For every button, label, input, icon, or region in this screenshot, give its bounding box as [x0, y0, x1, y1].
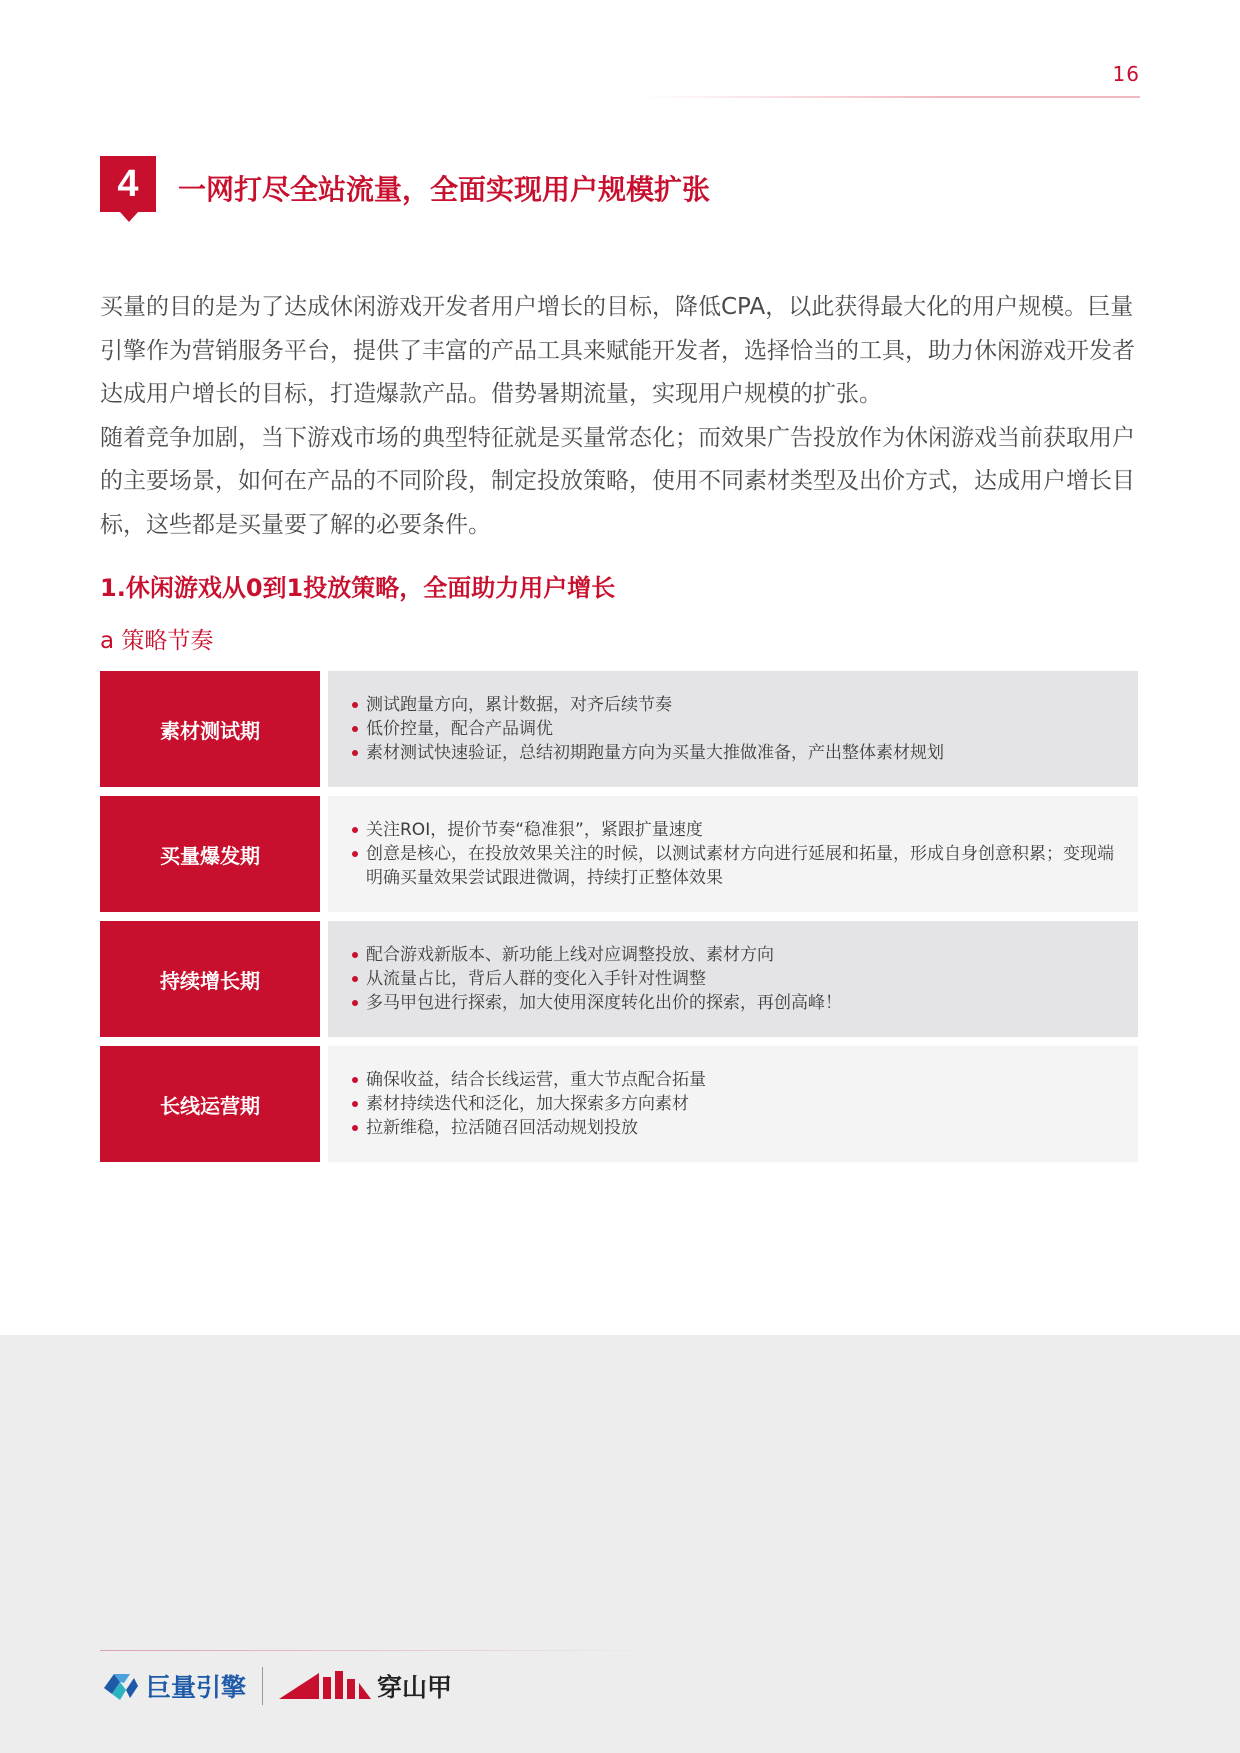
subsection-title: 1.休闲游戏从0到1投放策略，全面助力用户增长	[100, 574, 616, 602]
footer-logos	[100, 1664, 452, 1708]
page-number: 16	[1112, 62, 1140, 86]
phase-bullets	[328, 921, 1138, 1037]
phase-row	[100, 671, 1138, 787]
section-title: 一网打尽全站流量，全面实现用户规模扩张	[178, 173, 711, 206]
phase-bullet: 多马甲包进行探索，加大使用深度转化出价的探索，再创高峰！	[352, 991, 1114, 1015]
phase-bullet: 测试跑量方向，累计数据，对齐后续节奏	[352, 693, 1114, 717]
phase-row	[100, 1046, 1138, 1162]
phase-bullet: 素材持续迭代和泛化，加大探索多方向素材	[352, 1092, 1114, 1116]
phase-row	[100, 796, 1138, 912]
strategy-phase-table	[100, 671, 1138, 1171]
phase-bullet: 配合游戏新版本、新功能上线对应调整投放、素材方向	[352, 943, 1114, 967]
phase-bullets	[328, 1046, 1138, 1162]
section-number-badge: 4	[100, 156, 156, 212]
header-divider	[640, 96, 1140, 98]
phase-label: 买量爆发期	[100, 796, 320, 912]
phase-row	[100, 921, 1138, 1037]
phase-bullet: 确保收益，结合长线运营，重大节点配合拓量	[352, 1068, 1114, 1092]
logo-divider	[262, 1667, 263, 1705]
phase-label: 持续增长期	[100, 921, 320, 1037]
phase-bullet: 创意是核心，在投放效果关注的时候，以测试素材方向进行延展和拓量，形成自身创意积累；变现端明确买量效果尝试跟进微调，持续打正整体效果	[352, 842, 1114, 890]
ocean-engine-logo-text: 巨量引擎	[146, 1673, 247, 1702]
subsection-subtitle: a 策略节奏	[100, 628, 214, 654]
phase-label: 素材测试期	[100, 671, 320, 787]
intro-paragraph: 买量的目的是为了达成休闲游戏开发者用户增长的目标，降低CPA，以此获得最大化的用户规模。巨量引擎作为营销服务平台，提供了丰富的产品工具来赋能开发者，选择恰当的工具，助力休闲游戏开发者达成用户增长的目标，打造爆款产品。借势暑期流量，实现用户规模的扩张。	[100, 294, 1135, 407]
intro-text	[100, 286, 1140, 547]
ocean-engine-logo-icon	[100, 1666, 140, 1706]
phase-bullet: 拉新维稳，拉活随召回活动规划投放	[352, 1116, 1114, 1140]
phase-bullet: 低价控量，配合产品调优	[352, 717, 1114, 741]
phase-bullets	[328, 671, 1138, 787]
phase-bullet: 从流量占比，背后人群的变化入手针对性调整	[352, 967, 1114, 991]
phase-bullets	[328, 796, 1138, 912]
intro-paragraph: 随着竞争加剧，当下游戏市场的典型特征就是买量常态化；而效果广告投放作为休闲游戏当前获取用户的主要场景，如何在产品的不同阶段，制定投放策略，使用不同素材类型及出价方式，达成用户增长目标，这些都是买量要了解的必要条件。	[100, 424, 1135, 538]
pangle-logo-icon	[279, 1669, 371, 1703]
phase-label: 长线运营期	[100, 1046, 320, 1162]
pangle-logo-text: 穿山甲	[377, 1673, 453, 1702]
footer-divider	[100, 1650, 660, 1651]
phase-bullet: 关注ROI，提价节奏“稳准狠”，紧跟扩量速度	[352, 818, 1114, 842]
phase-bullet: 素材测试快速验证，总结初期跑量方向为买量大推做准备，产出整体素材规划	[352, 741, 1114, 765]
